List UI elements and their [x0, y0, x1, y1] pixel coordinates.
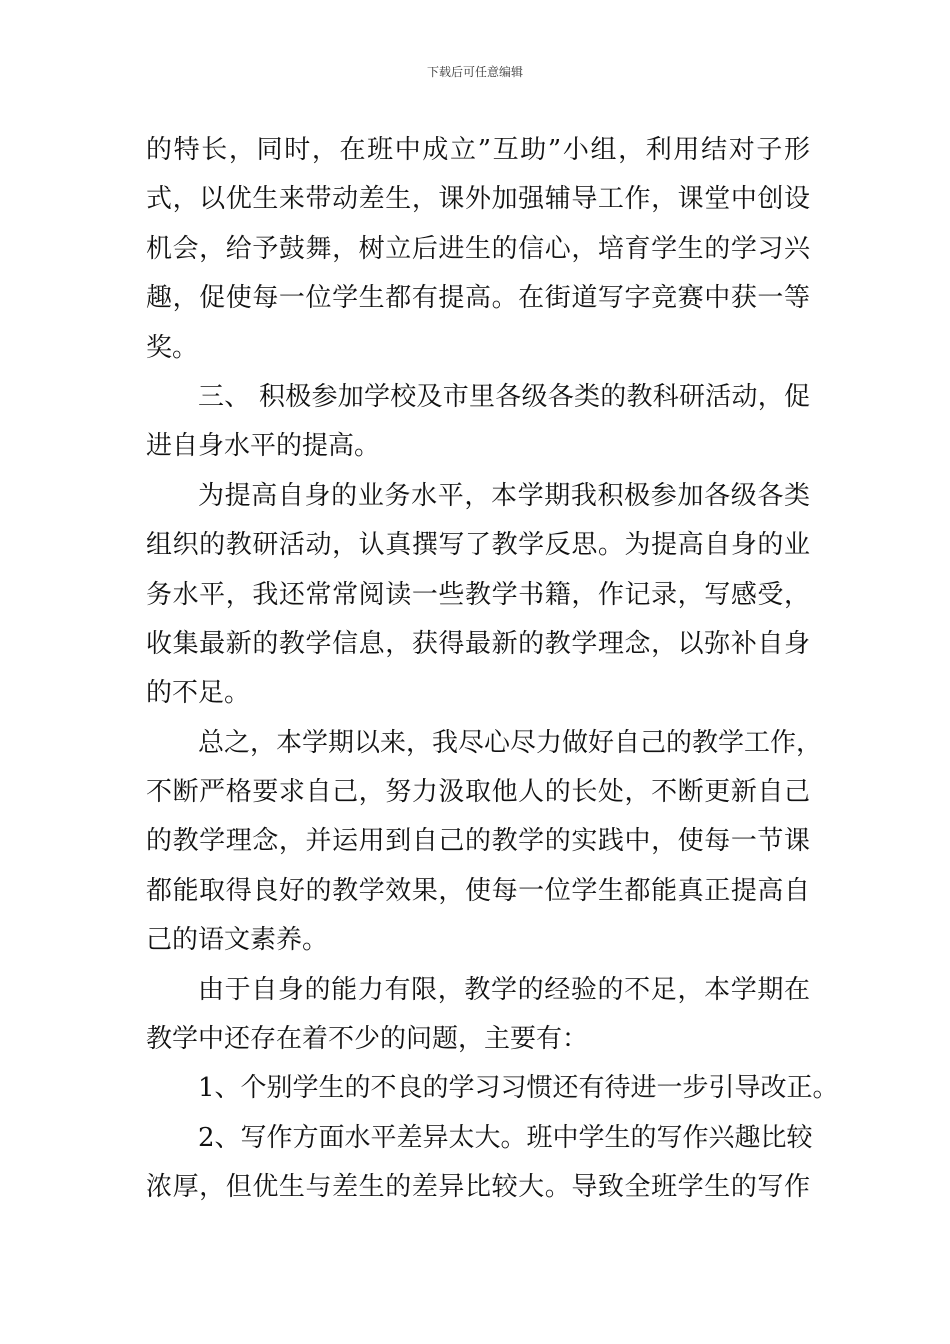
text-line: 由于自身的能力有限，教学的经验的不足，本学期在	[198, 974, 810, 1005]
text-line: 总之，本学期以来，我尽心尽力做好自己的教学工作，	[198, 727, 823, 758]
text-line: 2、写作方面水平差异太大。班中学生的写作兴趣比较	[198, 1122, 813, 1153]
text-line: 务水平，我还常常阅读一些教学书籍，作记录，写感受，	[146, 579, 810, 610]
text-line: 己的语文素养。	[146, 925, 329, 956]
text-line: 1、个别学生的不良的学习习惯还有待进一步引导改正。	[198, 1073, 839, 1104]
text-line: 进自身水平的提高。	[146, 431, 381, 462]
text-line: 为提高自身的业务水平，本学期我积极参加各级各类	[198, 480, 810, 511]
text-line: 浓厚，但优生与差生的差异比较大。导致全班学生的写作	[146, 1172, 810, 1203]
page-header: 下载后可任意编辑	[426, 65, 523, 79]
text-line: 式，以优生来带动差生，课外加强辅导工作，课堂中创设	[146, 184, 810, 215]
text-line: 都能取得良好的教学效果，使每一位学生都能真正提高自	[146, 875, 810, 906]
text-line: 收集最新的教学信息，获得最新的教学理念，以弥补自身	[146, 628, 810, 659]
text-line: 的不足。	[146, 678, 251, 709]
text-line: 的特长，同时，在班中成立”互助”小组，利用结对子形	[146, 135, 810, 165]
text-line: 组织的教研活动，认真撰写了教学反思。为提高自身的业	[146, 530, 810, 561]
text-line: 不断严格要求自己，努力汲取他人的长处，不断更新自己	[146, 777, 810, 808]
text-line: 三、 积极参加学校及市里各级各类的教科研活动，促	[198, 381, 810, 412]
text-line: 机会，给予鼓舞，树立后进生的信心，培育学生的学习兴	[146, 233, 810, 264]
document-body	[146, 126, 839, 1213]
text-line: 的教学理念，并运用到自己的教学的实践中，使每一节课	[146, 826, 810, 857]
text-line: 趣，促使每一位学生都有提高。在街道写字竞赛中获一等	[146, 283, 810, 314]
text-line: 奖。	[146, 332, 199, 363]
text-line: 教学中还存在着不少的问题，主要有：	[146, 1024, 589, 1055]
